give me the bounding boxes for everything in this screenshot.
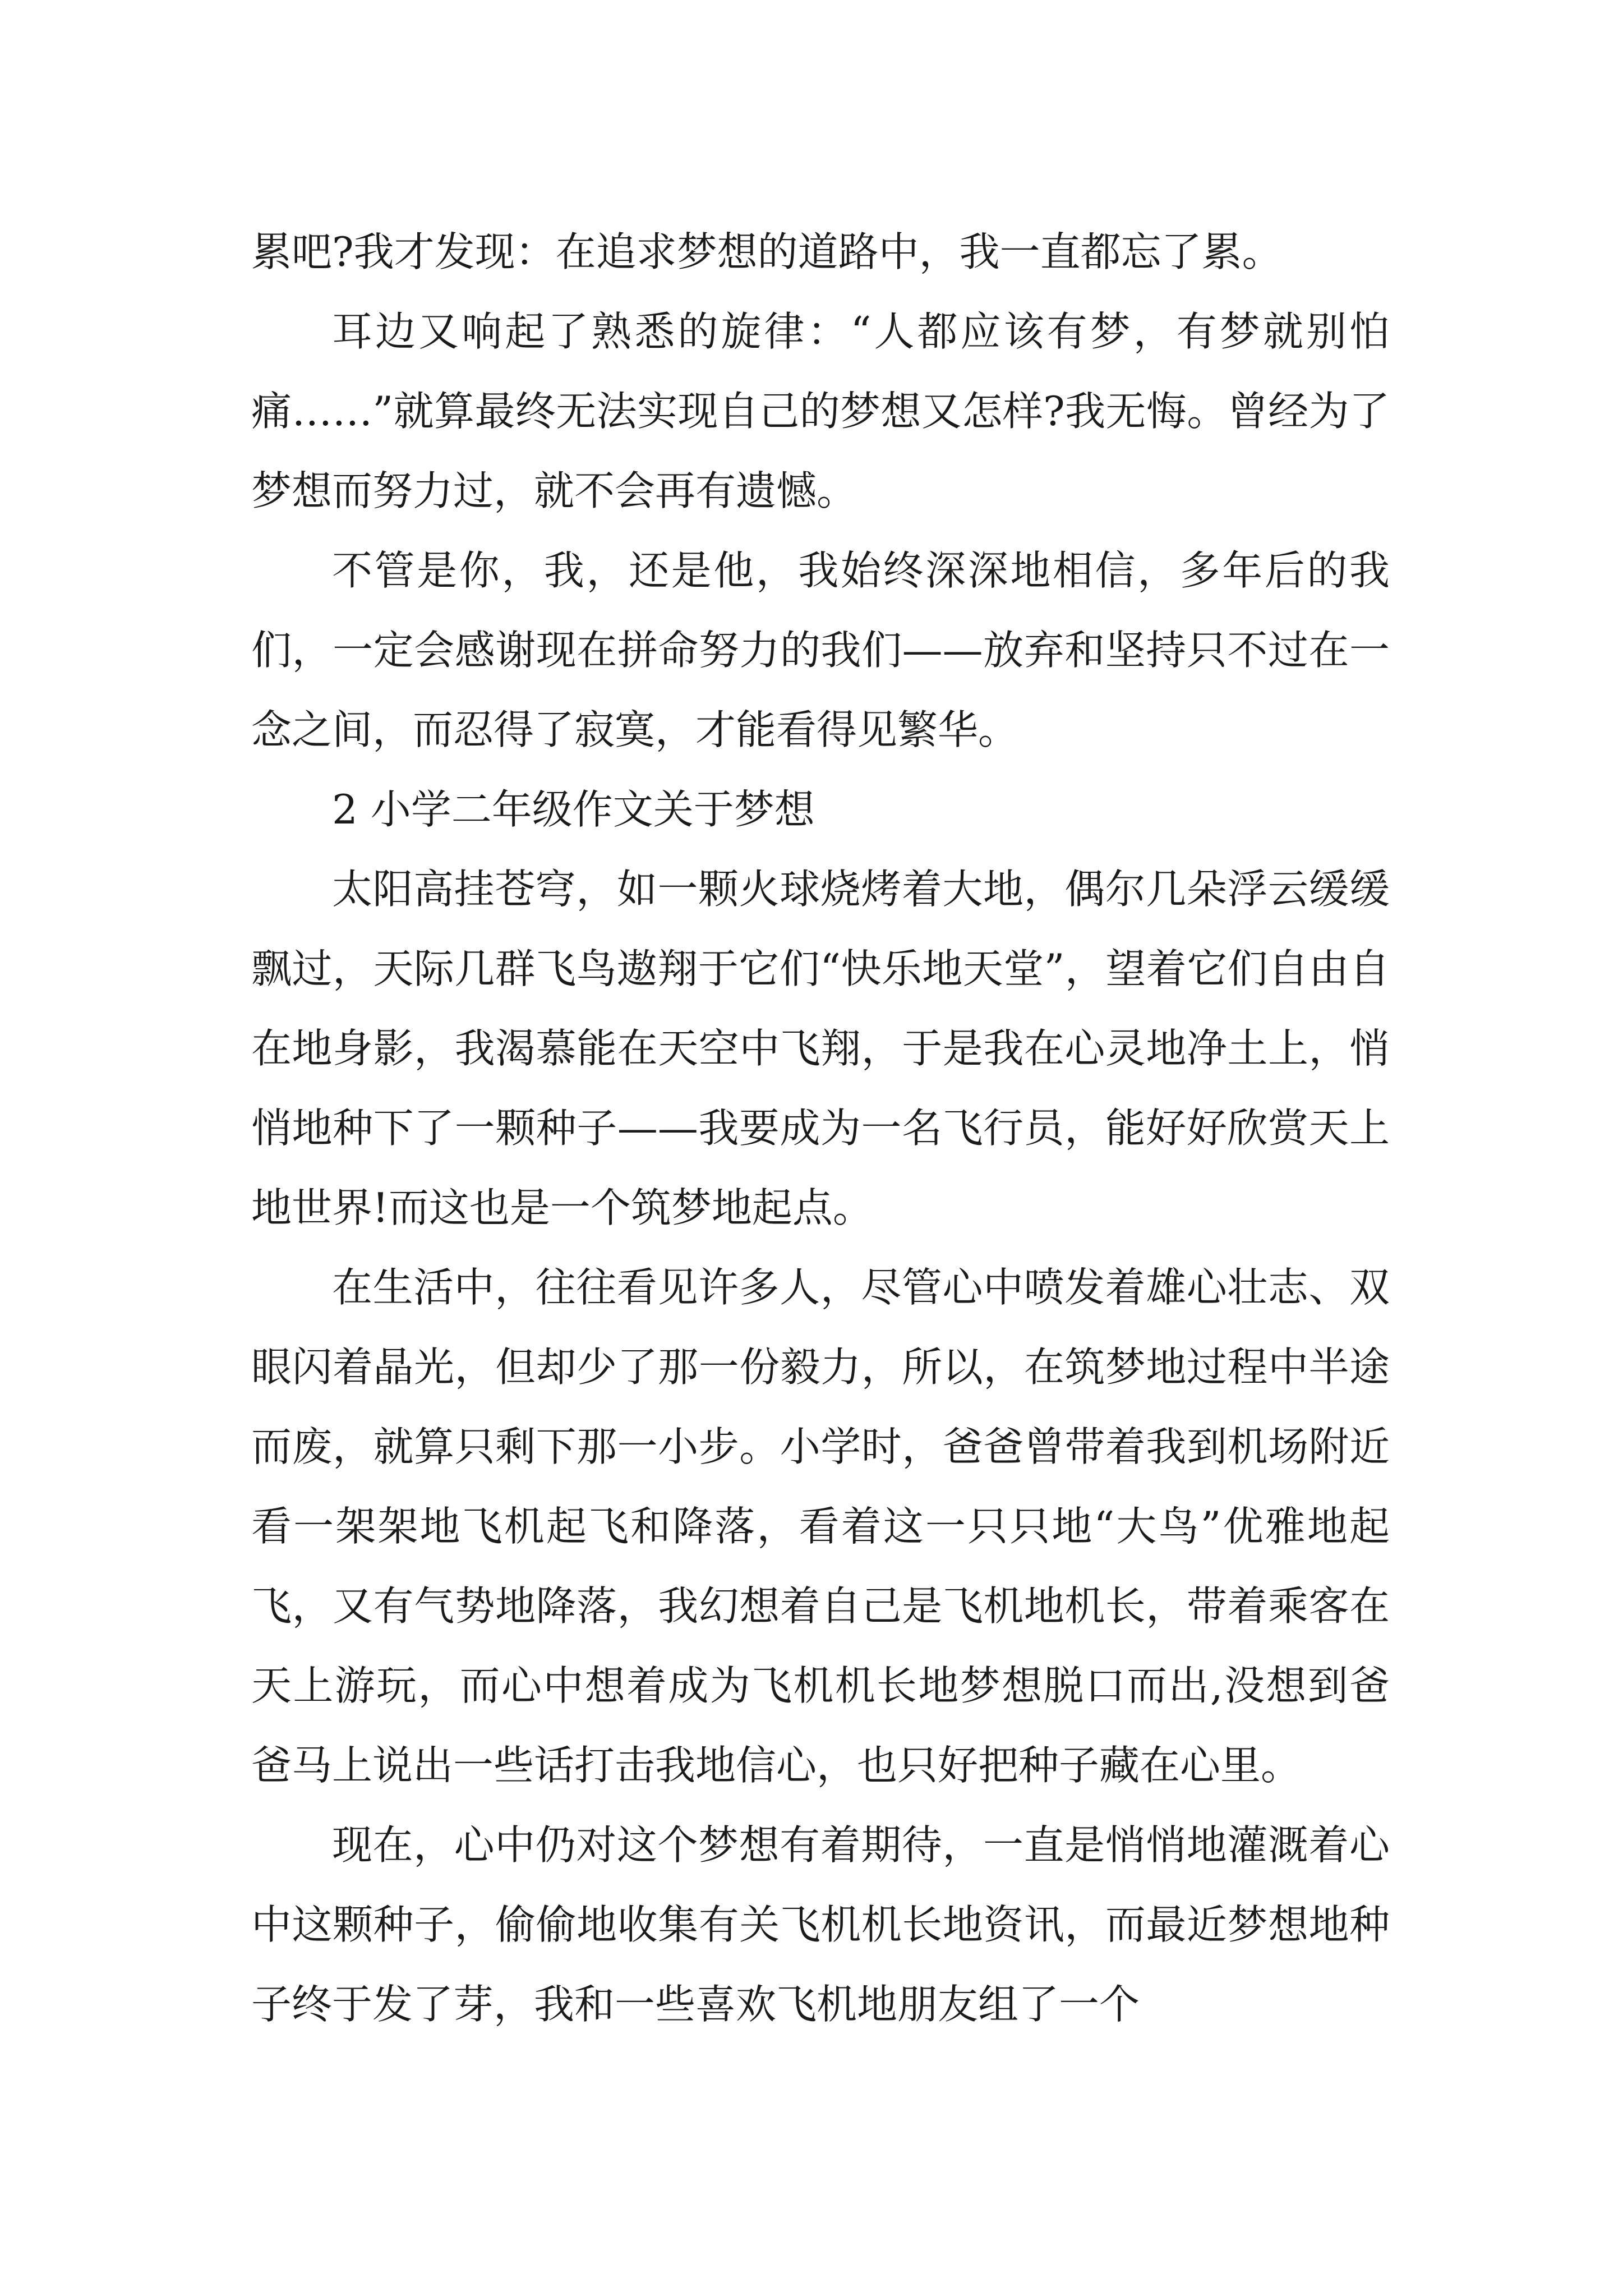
section-heading: 2 小学二年级作文关于梦想: [332, 786, 815, 833]
paragraph-sky-dream: 太阳高挂苍穹，如一颗火球烧烤着大地，偶尔几朵浮云缓缓飘过，天际几群飞鸟遨翔于它们“快乐地天堂”，望着它们自由自在地身影，我渴慕能在天空中飞翔，于是我在心灵地净土上，悄悄地种下了一颗种子——我要成为一名飞行员，能好好欣赏天上地世界!而这也是一个筑梦地起点。: [251, 866, 1390, 1231]
document-body: [251, 212, 1390, 2044]
paragraph-melody: 耳边又响起了熟悉的旋律：“人都应该有梦，有梦就别怕痛……”就算最终无法实现自己的梦想又怎样?我无悔。曾经为了梦想而努力过，就不会再有遗憾。: [251, 308, 1390, 514]
paragraph-airport-memory: 在生活中，往往看见许多人，尽管心中喷发着雄心壮志、双眼闪着晶光，但却少了那一份毅力，所以，在筑梦地过程中半途而废，就算只剩下那一小步。小学时，爸爸曾带着我到机场附近看一架架地飞机起飞和降落，看着这一只只地“大鸟”优雅地起飞，又有气势地降落，我幻想着自己是飞机地机长，带着乘客在天上游玩，而心中想着成为飞机机长地梦想脱口而出,没想到爸爸马上说出一些话打击我地信心，也只好把种子藏在心里。: [251, 1264, 1390, 1789]
paragraph-belief: 不管是你，我，还是他，我始终深深地相信，多年后的我们，一定会感谢现在拼命努力的我们——放弃和坚持只不过在一念之间，而忍得了寂寞，才能看得见繁华。: [251, 547, 1390, 753]
paragraph-continuation: 累吧?我才发现：在追求梦想的道路中，我一直都忘了累。: [251, 228, 1283, 275]
paragraph-seed-sprouts: 现在，心中仍对这个梦想有着期待，一直是悄悄地灌溉着心中这颗种子，偷偷地收集有关飞机机长地资讯，而最近梦想地种子终于发了芽，我和一些喜欢飞机地朋友组了一个: [251, 1821, 1390, 2028]
